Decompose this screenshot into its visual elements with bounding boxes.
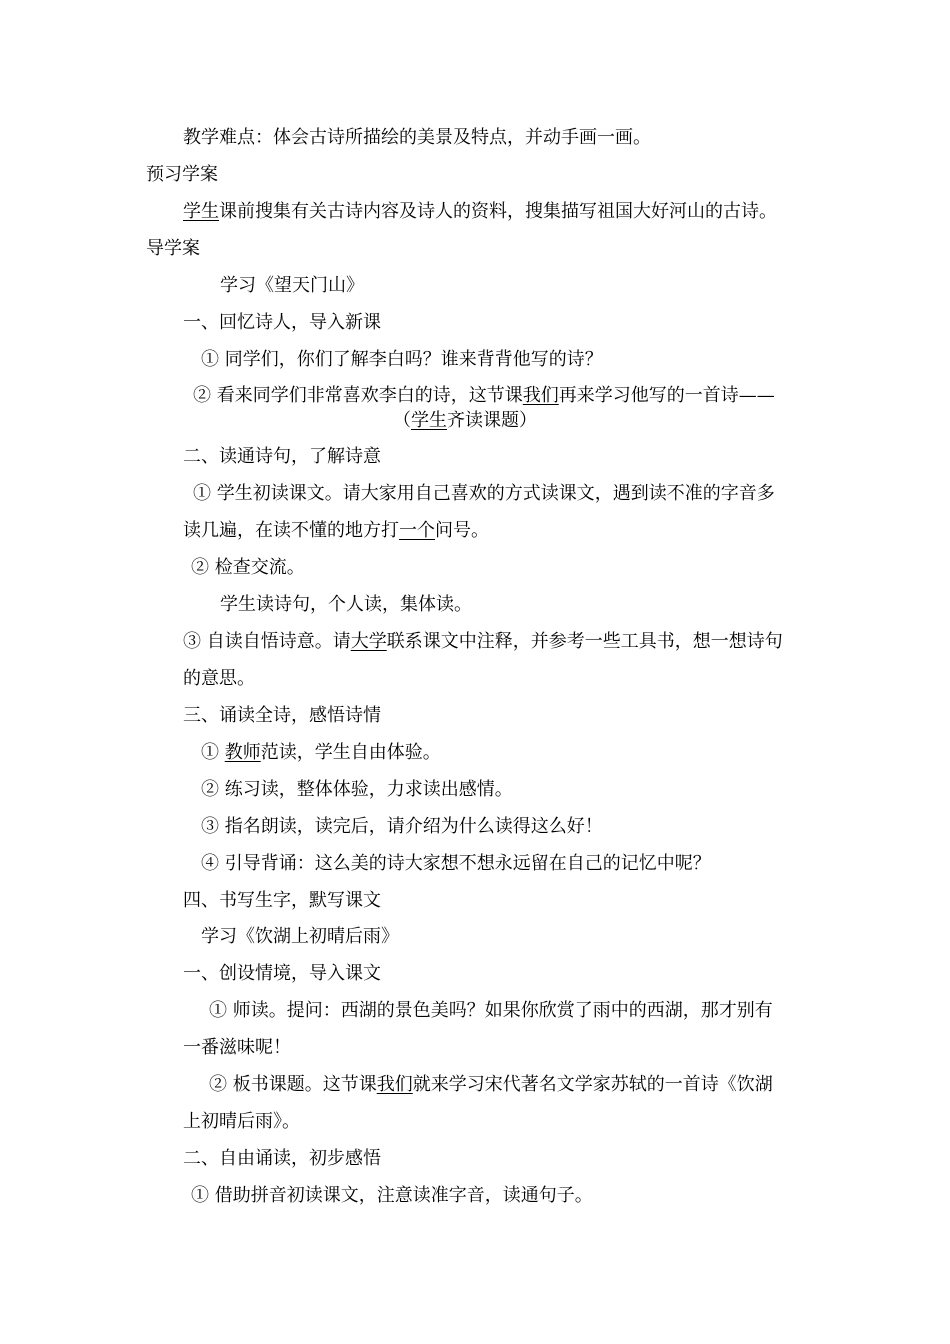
paren-text: （ [393, 410, 411, 431]
section-heading: 一、创设情境，导入课文 [183, 963, 381, 984]
list-item: ② 练习读，整体体验，力求读出感情。 [201, 779, 513, 800]
list-item-text: ② 板书课题。这节课 [209, 1074, 377, 1095]
underlined-word: 教师 [224, 742, 261, 763]
list-item: ② 检查交流。 [191, 557, 305, 578]
list-item [201, 742, 441, 764]
list-item-line: 上初晴后雨》。 [183, 1111, 300, 1132]
list-item: ① 借助拼音初读课文，注意读准字音，读通句子。 [191, 1185, 593, 1206]
list-item [193, 385, 775, 407]
underlined-word: 学生 [411, 410, 447, 431]
list-item: ① 学生初读课文。请大家用自己喜欢的方式读课文，遇到读不准的字音多 [193, 483, 775, 504]
list-item-text: 再来学习他写的一首诗—— [558, 385, 775, 406]
list-item-text: ③ 自读自悟诗意。请 [183, 631, 351, 652]
section-heading: 二、读通诗句，了解诗意 [183, 446, 381, 467]
list-item-text: ① [201, 742, 225, 763]
underlined-word: 我们 [376, 1074, 413, 1095]
list-item [209, 1074, 773, 1096]
list-item-text: 就来学习宋代著名文学家苏轼的一首诗《饮湖 [412, 1074, 773, 1095]
list-item-text: 范读，学生自由体验。 [260, 742, 441, 763]
list-item-line: 的意思。 [183, 668, 255, 689]
list-item: ④ 引导背诵：这么美的诗大家想不想永远留在自己的记忆中呢？ [201, 853, 711, 874]
paren-text: 齐读课题） [447, 410, 537, 431]
list-item-text: 问号。 [435, 520, 489, 541]
section-heading: 二、自由诵读，初步感悟 [183, 1148, 381, 1169]
list-item-line [183, 520, 489, 542]
guide-heading: 导学案 [146, 238, 200, 259]
list-item: ③ 指名朗读，读完后，请介绍为什么读得这么好！ [201, 816, 603, 837]
list-item-text: 读几遍，在读不懂的地方打 [183, 520, 399, 541]
list-item-text: 联系课文中注释，并参考一些工具书，想一想诗句 [386, 631, 783, 652]
underlined-word: 我们 [522, 385, 559, 406]
teaching-difficulty: 教学难点：体会古诗所描绘的美景及特点，并动手画一画。 [183, 127, 651, 148]
section-heading: 三、诵读全诗，感悟诗情 [183, 705, 381, 726]
preview-paragraph [183, 201, 777, 223]
underlined-word: 学生 [183, 201, 219, 222]
underlined-word: 一个 [399, 520, 435, 541]
list-item-line: 一番滋味呢！ [183, 1037, 291, 1058]
section-heading: 四、书写生字，默写课文 [183, 890, 381, 911]
underlined-word: 大学 [350, 631, 387, 652]
list-item: ① 师读。提问：西湖的景色美吗？如果你欣赏了雨中的西湖，那才别有 [209, 1000, 773, 1021]
lesson-title-2: 学习《饮湖上初晴后雨》 [201, 926, 399, 947]
section-heading: 一、回忆诗人，导入新课 [183, 312, 381, 333]
list-item-continuation [393, 410, 537, 432]
list-item-text: ② 看来同学们非常喜欢李白的诗，这节课 [193, 385, 523, 406]
sub-item: 学生读诗句，个人读，集体读。 [220, 594, 472, 615]
list-item [183, 631, 783, 653]
list-item: ① 同学们，你们了解李白吗？谁来背背他写的诗？ [201, 349, 603, 370]
preview-heading: 预习学案 [146, 164, 218, 185]
lesson-title-1: 学习《望天门山》 [220, 275, 364, 296]
preview-text: 课前搜集有关古诗内容及诗人的资料，搜集描写祖国大好河山的古诗。 [219, 201, 777, 222]
